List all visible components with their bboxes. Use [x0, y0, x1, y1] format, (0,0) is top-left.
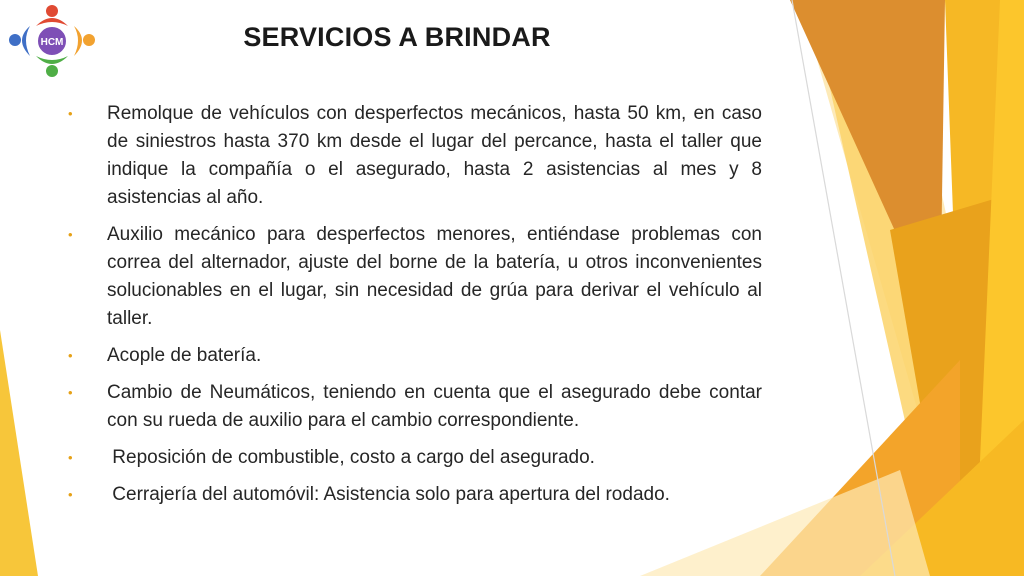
bullet-item	[66, 342, 762, 370]
bullet-dot-icon: •	[68, 450, 73, 465]
logo-arm-bottom	[36, 56, 68, 64]
bullet-list	[66, 100, 762, 509]
bullet-item	[66, 100, 762, 212]
logo-figure-top	[46, 5, 58, 17]
bullet-dot-icon: •	[68, 348, 73, 363]
bullet-text: Reposición de combustible, costo a cargo del asegurado.	[107, 447, 595, 468]
bullet-text: Auxilio mecánico para desperfectos menores, entiéndase problemas con correa del alternador, ajuste del borne de la batería, u otros inconvenientes solucionables en el lugar, sin necesidad de grúa para derivar el vehículo al taller.	[107, 224, 762, 329]
bullet-item	[66, 444, 762, 472]
bullet-dot-icon: •	[68, 487, 73, 502]
bullet-item	[66, 221, 762, 333]
left-facet	[0, 330, 38, 576]
logo-figure-bottom	[46, 65, 58, 77]
bullet-text: Acople de batería.	[107, 345, 262, 366]
bullet-item	[66, 481, 762, 509]
slide-content	[66, 100, 762, 518]
bullet-item	[66, 379, 762, 435]
slide-title: SERVICIOS A BRINDAR	[243, 22, 551, 52]
bullet-dot-icon: •	[68, 385, 73, 400]
bullet-text: Remolque de vehículos con desperfectos mecánicos, hasta 50 km, en caso de siniestros hasta 370 km desde el lugar del percance, hasta el taller que indique la compañía o el asegurado, hasta 2 asistencias al mes y 8 asistencias al año.	[107, 103, 762, 208]
bullet-dot-icon: •	[68, 106, 73, 121]
bullet-text: Cerrajería del automóvil: Asistencia solo para apertura del rodado.	[107, 484, 670, 505]
bullet-dot-icon: •	[68, 227, 73, 242]
logo-text: HCM	[40, 37, 64, 48]
bullet-text: Cambio de Neumáticos, teniendo en cuenta que el asegurado debe contar con su rueda de auxilio para el cambio correspondiente.	[107, 382, 762, 431]
